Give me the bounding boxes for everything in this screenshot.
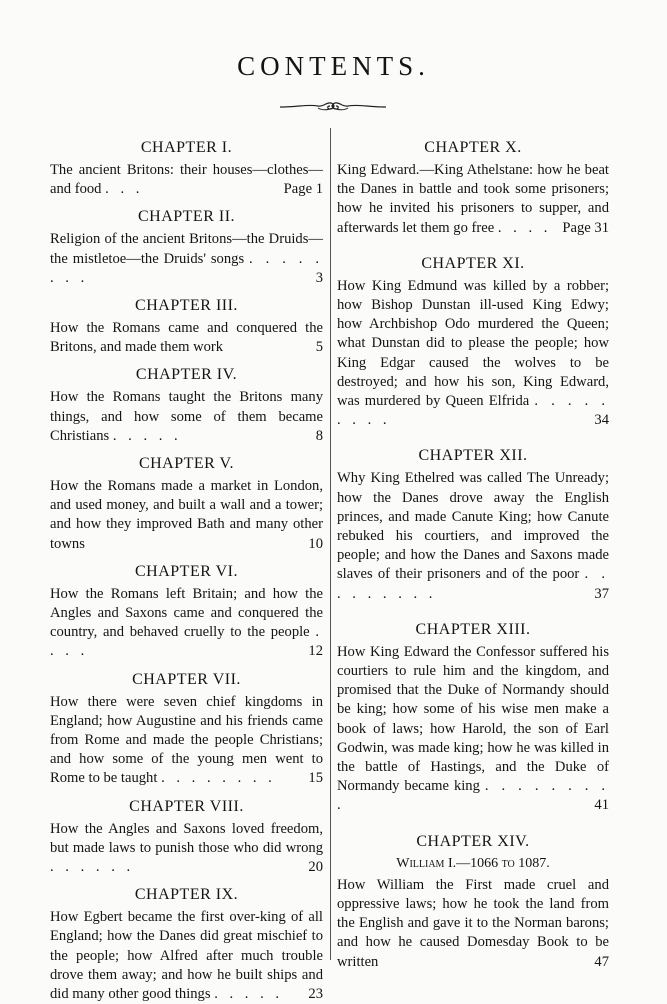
chapter-summary bbox=[337, 469, 609, 603]
chapter-summary-text: How King Edmund was killed by a robber; how Bishop Dunstan ill-used King Edwy; how Archbishop Odo murdered the Queen; what Dunstan did to please the people; how King Edgar caused the wolves to be destroyed; and how his son, King Edward, was murdered by Queen Elfrida bbox=[337, 277, 609, 410]
dot-leader: . . . . . . . . bbox=[161, 770, 276, 787]
dot-leader: . . . . . . . . bbox=[50, 250, 323, 286]
chapter-summary bbox=[337, 161, 609, 238]
page-number: Page 1 bbox=[283, 181, 323, 198]
chapter-heading: CHAPTER XII. bbox=[418, 447, 528, 465]
chapter-summary-text: How King Edward the Confessor suffered his courtiers to rule him and the kingdom, and promised that the Duke of Normandy should be king; how some of his wise men make a book of laws; how Harold, the son of Earl Godwin, was made king; how he was killed in the battle of Hastings, and the Duke of Normandy became king bbox=[337, 643, 609, 795]
chapter-summary-text: How there were seven chief kingdoms in England; how Augustine and his friends came from Rome and made the people Christians; and how some of the young men went to Rome to be taught bbox=[50, 693, 323, 787]
chapter-summary bbox=[50, 477, 323, 554]
chapter-subheading bbox=[337, 854, 609, 873]
page-number: Page 31 bbox=[562, 219, 609, 236]
page-number: 34 bbox=[594, 412, 609, 429]
page-number: 47 bbox=[594, 953, 609, 970]
chapter-entry bbox=[337, 254, 609, 431]
page-number: 10 bbox=[308, 535, 323, 552]
chapter-summary-text: How William the First made cruel and oppressive laws; how he took the land from the English and gave it to the Norman barons; and how he caused Domesday Book to be written bbox=[337, 876, 609, 970]
page-number: 12 bbox=[308, 643, 323, 660]
page-title: CONTENTS. bbox=[237, 51, 430, 81]
chapter-summary bbox=[50, 908, 323, 1004]
chapter-summary bbox=[50, 585, 323, 662]
column-divider bbox=[330, 128, 331, 960]
dot-leader: . . . . . bbox=[112, 427, 182, 444]
dot-leader: . . . . . . . . . bbox=[337, 566, 609, 602]
chapter-summary bbox=[337, 876, 609, 972]
chapter-summary bbox=[337, 643, 609, 816]
chapter-heading: CHAPTER II. bbox=[137, 208, 236, 226]
chapter-entry bbox=[337, 620, 609, 816]
page-number: 3 bbox=[315, 269, 323, 286]
chapter-summary-text: How the Romans came and conquered the Britons, and made them work bbox=[50, 320, 323, 356]
chapter-summary-text: How the Romans taught the Britons many things, and how some of them became Christians bbox=[50, 389, 323, 444]
chapter-summary-text: King Edward.—King Athelstane: how he beat the Danes in battle and took some prisoners; how he invited his prisoners to supper, and afterwards let them go free bbox=[337, 162, 609, 236]
dot-leader: . . . . bbox=[497, 219, 552, 236]
chapter-summary-text: How the Romans left Britain; and how the Angles and Saxons came and conquered the country, and behaved cruelly to the people bbox=[50, 585, 323, 641]
chapter-entry bbox=[337, 138, 609, 238]
chapter-entry bbox=[50, 138, 323, 199]
contents-left-column bbox=[50, 138, 323, 1004]
dot-leader: . . . . . bbox=[214, 986, 284, 1003]
chapter-entry bbox=[50, 797, 323, 878]
chapter-subheading-text: William I.—1066 to 1087. bbox=[396, 855, 550, 871]
chapter-heading: CHAPTER III. bbox=[135, 297, 238, 315]
chapter-entry bbox=[50, 365, 323, 446]
chapter-heading: CHAPTER VIII. bbox=[129, 797, 244, 815]
dot-leader: . . . . . . . . . bbox=[337, 393, 609, 429]
chapter-heading: CHAPTER IV. bbox=[135, 366, 238, 384]
chapter-heading: CHAPTER V. bbox=[138, 455, 235, 473]
chapter-summary bbox=[50, 161, 323, 199]
dot-leader: . . . . bbox=[50, 624, 323, 660]
chapter-heading: CHAPTER XIII. bbox=[415, 620, 531, 638]
chapter-summary-text: How the Romans made a market in London, and used money, and built a wall and a tower; and how they improved Bath and many other towns bbox=[50, 478, 323, 552]
page-number: 41 bbox=[594, 797, 609, 814]
chapter-summary bbox=[50, 820, 323, 878]
chapter-entry bbox=[50, 885, 323, 1004]
chapter-heading: CHAPTER VI. bbox=[135, 562, 238, 580]
chapter-entry bbox=[337, 446, 609, 603]
page-number: 20 bbox=[308, 859, 323, 876]
chapter-entry bbox=[50, 207, 323, 288]
chapter-summary-text: Why King Ethelred was called The Unready; how the Danes drove away the English princes, and made Canute King; how Canute rebuked his courtiers, and improved the people; and how the Danes and Saxons made slaves of their prisoners and of the poor bbox=[337, 470, 609, 583]
contents-right-column bbox=[337, 138, 609, 972]
chapter-heading: CHAPTER IX. bbox=[134, 886, 239, 904]
dot-leader: . . . . . . bbox=[50, 859, 135, 876]
page-number: 37 bbox=[594, 585, 609, 602]
chapter-summary bbox=[50, 230, 323, 288]
page-number: 8 bbox=[315, 427, 323, 444]
chapter-summary-text: How Egbert became the first over-king of all England; how the Danes did great mischief to the people; how Alfred after much trouble drove them away; and how he built ships and did many other good things bbox=[50, 909, 323, 1003]
chapter-summary-text: Religion of the ancient Britons—the Druids—the mistletoe—the Druids' songs bbox=[50, 231, 323, 267]
page-number: 5 bbox=[315, 339, 323, 356]
chapter-summary bbox=[50, 388, 323, 446]
page-number: 15 bbox=[308, 770, 323, 787]
chapter-entry bbox=[50, 562, 323, 662]
chapter-heading: CHAPTER I. bbox=[140, 139, 233, 156]
chapter-heading: CHAPTER X. bbox=[424, 139, 522, 156]
decorative-ornament bbox=[278, 98, 388, 114]
chapter-entry bbox=[50, 454, 323, 554]
chapter-entry bbox=[50, 296, 323, 357]
dot-leader: . . . bbox=[105, 181, 144, 198]
chapter-summary bbox=[50, 319, 323, 357]
chapter-heading: CHAPTER VII. bbox=[132, 670, 241, 688]
chapter-heading: CHAPTER XIV. bbox=[416, 832, 530, 850]
dot-leader: . . . . . . . . . bbox=[337, 778, 610, 814]
chapter-summary bbox=[50, 693, 323, 789]
chapter-summary-text: How the Angles and Saxons loved freedom, but made laws to punish those who did wrong bbox=[50, 820, 323, 856]
page-number: 23 bbox=[308, 986, 323, 1003]
chapter-summary bbox=[337, 277, 609, 431]
chapter-entry bbox=[337, 832, 609, 972]
chapter-summary-text: The ancient Britons: their houses—clothes—and food bbox=[50, 162, 323, 198]
chapter-entry bbox=[50, 670, 323, 789]
chapter-heading: CHAPTER XI. bbox=[421, 254, 525, 272]
